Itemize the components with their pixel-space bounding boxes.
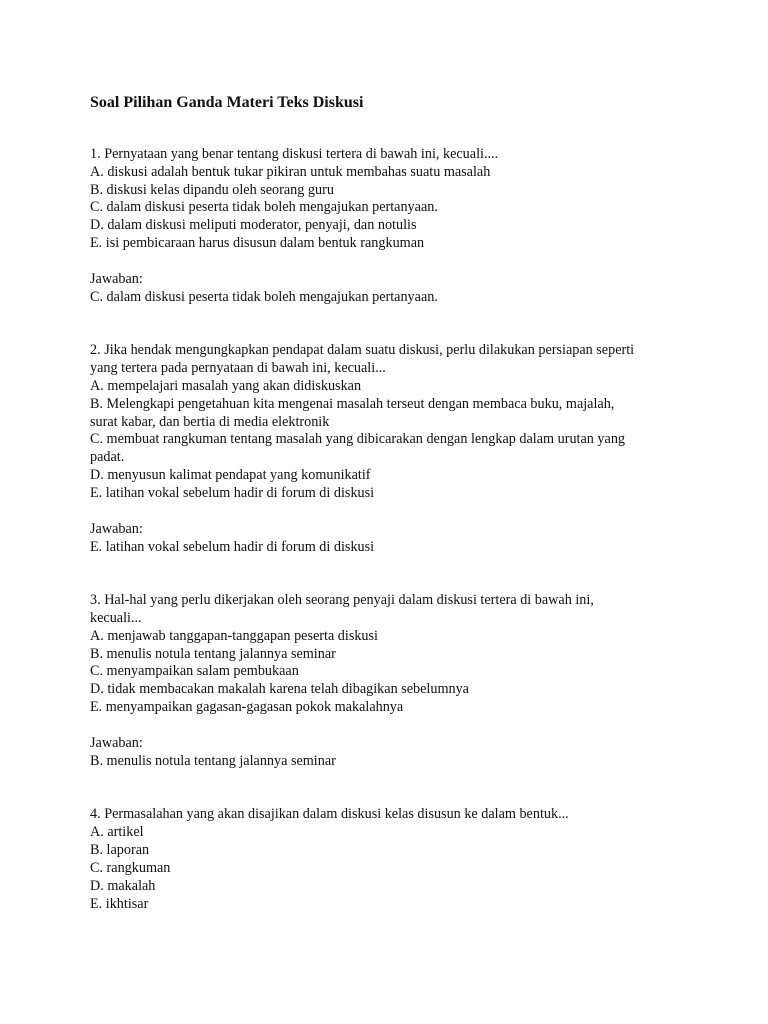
question-3-stem-line-2: kecuali... (90, 610, 142, 626)
document-title: Soal Pilihan Ganda Materi Teks Diskusi (90, 94, 364, 111)
question-3-answer-label: Jawaban: (90, 735, 143, 751)
question-4-option-b: B. laporan (90, 842, 150, 858)
question-4-stem: 4. Permasalahan yang akan disajikan dalam diskusi kelas disusun ke dalam bentuk... (90, 806, 569, 822)
question-4-option-a: A. artikel (90, 824, 144, 840)
question-2-option-b-line-1: B. Melengkapi pengetahuan kita mengenai masalah terseut dengan membaca buku, majalah, (90, 396, 615, 412)
question-4-option-c: C. rangkuman (90, 860, 171, 876)
question-1-stem: 1. Pernyataan yang benar tentang diskusi tertera di bawah ini, kecuali.... (90, 146, 499, 162)
question-2-answer: E. latihan vokal sebelum hadir di forum di diskusi (90, 539, 375, 555)
question-2-answer-label: Jawaban: (90, 521, 143, 537)
question-1-option-d: D. dalam diskusi meliputi moderator, penyaji, dan notulis (90, 217, 417, 233)
question-1-answer: C. dalam diskusi peserta tidak boleh mengajukan pertanyaan. (90, 289, 438, 305)
question-2-stem-line-2: yang tertera pada pernyataan di bawah ini, kecuali... (90, 360, 386, 376)
question-1-answer-label: Jawaban: (90, 271, 143, 287)
question-1-option-c: C. dalam diskusi peserta tidak boleh mengajukan pertanyaan. (90, 199, 438, 215)
question-2-option-c-line-1: C. membuat rangkuman tentang masalah yang dibicarakan dengan lengkap dalam urutan yang (90, 431, 626, 447)
question-3-stem-line-1: 3. Hal-hal yang perlu dikerjakan oleh seorang penyaji dalam diskusi tertera di bawah ini, (90, 592, 594, 608)
question-2-option-c-line-2: padat. (90, 449, 125, 465)
question-2-option-d: D. menyusun kalimat pendapat yang komunikatif (90, 467, 371, 483)
question-4-option-e: E. ikhtisar (90, 896, 149, 912)
question-2-option-e: E. latihan vokal sebelum hadir di forum di diskusi (90, 485, 375, 501)
question-2-option-b-line-2: surat kabar, dan bertia di media elektronik (90, 414, 330, 430)
question-2-option-a: A. mempelajari masalah yang akan didiskuskan (90, 378, 362, 394)
question-3-option-d: D. tidak membacakan makalah karena telah dibagikan sebelumnya (90, 681, 469, 697)
question-3-option-e: E. menyampaikan gagasan-gagasan pokok makalahnya (90, 699, 404, 715)
question-3-answer: B. menulis notula tentang jalannya seminar (90, 753, 336, 769)
question-3-option-c: C. menyampaikan salam pembukaan (90, 663, 299, 679)
question-2-stem-line-1: 2. Jika hendak mengungkapkan pendapat dalam suatu diskusi, perlu dilakukan persiapan seperti (90, 342, 635, 358)
question-3-option-a: A. menjawab tanggapan-tanggapan peserta diskusi (90, 628, 378, 644)
question-4-option-d: D. makalah (90, 878, 156, 894)
question-1-option-e: E. isi pembicaraan harus disusun dalam bentuk rangkuman (90, 235, 425, 251)
question-1-option-b: B. diskusi kelas dipandu oleh seorang guru (90, 182, 334, 198)
question-1-option-a: A. diskusi adalah bentuk tukar pikiran untuk membahas suatu masalah (90, 164, 491, 180)
question-3-option-b: B. menulis notula tentang jalannya seminar (90, 646, 336, 662)
